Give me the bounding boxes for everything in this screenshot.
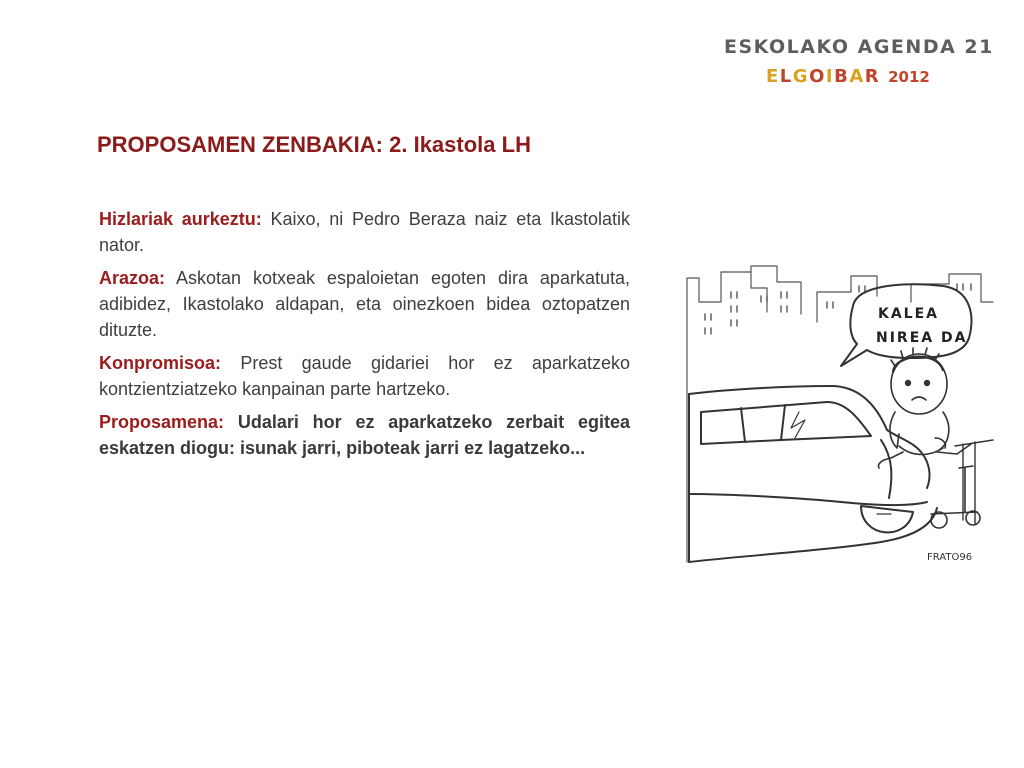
proposal-content: [99, 206, 630, 468]
agenda21-logo: [724, 36, 994, 92]
proposal-text: Udalari hor ez aparkatzeko zerbait egitea eskatzen diogu: isunak jarri, piboteak jarri ez lagatzeko...: [99, 412, 630, 458]
commitment-label: Konpromisoa:: [99, 353, 222, 373]
problem-paragraph: [99, 265, 630, 343]
cartoon-illustration: [681, 262, 995, 580]
proposal-paragraph: [99, 409, 630, 461]
speech-line2: NIREA DA: [876, 330, 968, 346]
commitment-text: Prest gaude gidariei hor ez aparkatzeko kontzientziatzeko kanpainan parte hartzeko.: [99, 353, 630, 399]
commitment-paragraph: [99, 350, 630, 402]
proposal-label: Proposamena:: [99, 412, 225, 432]
logo-title: ESKOLAKO AGENDA 21: [724, 36, 994, 58]
logo-subtitle: [766, 66, 930, 87]
cartoon-signature: FRATO96: [927, 552, 973, 563]
speaker-text: Kaixo, ni Pedro Beraza naiz eta Ikastolatik nator.: [99, 209, 630, 255]
page-title: PROPOSAMEN ZENBAKIA: 2. Ikastola LH: [97, 132, 531, 157]
logo-city: ELGOIBAR: [766, 66, 881, 87]
logo-year: 2012: [888, 68, 930, 86]
speaker-paragraph: [99, 206, 630, 258]
speaker-label: Hizlariak aurkeztu:: [99, 209, 262, 229]
problem-text: Askotan kotxeak espaloietan egoten dira aparkatuta, adibidez, Ikastolako aldapan, eta oinezkoen bidea oztopatzen dituzte.: [99, 268, 630, 340]
problem-label: Arazoa:: [99, 268, 166, 288]
speech-line1: KALEA: [878, 306, 940, 322]
